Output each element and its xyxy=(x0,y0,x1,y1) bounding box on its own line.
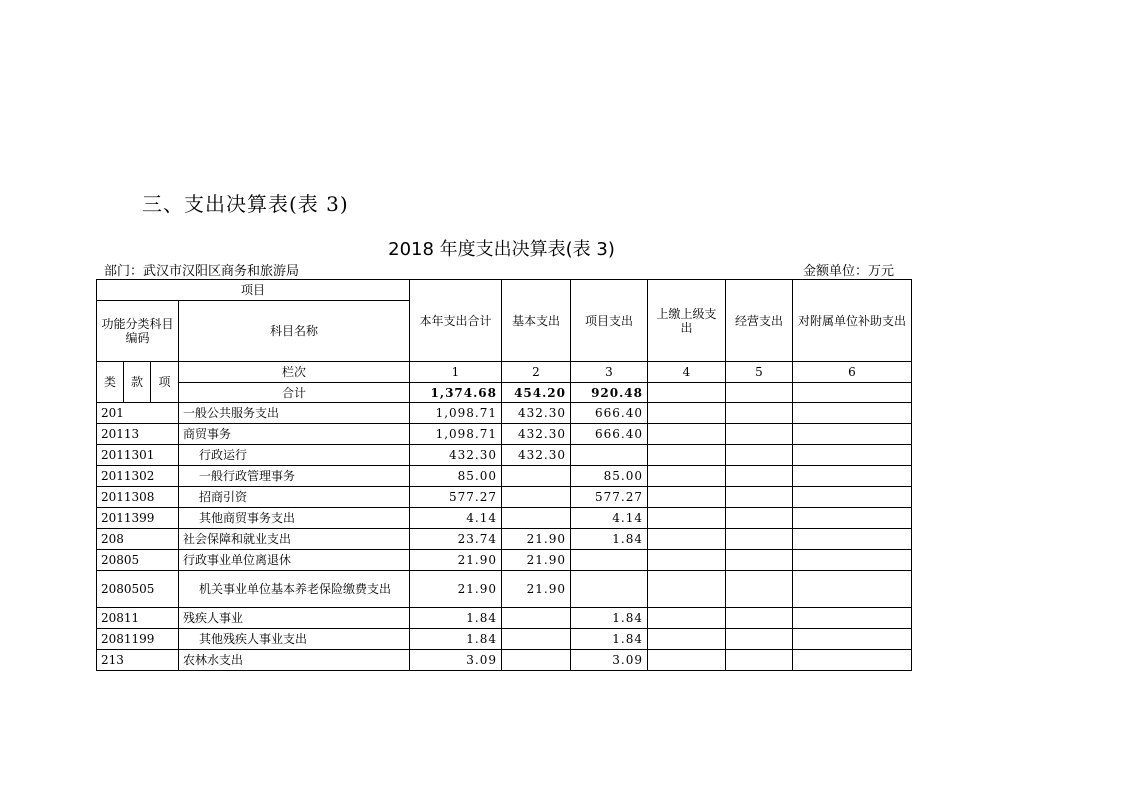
total-upper xyxy=(648,383,726,403)
table-row xyxy=(97,403,912,424)
row-total: 23.74 xyxy=(410,529,502,550)
row-name: 行政事业单位离退休 xyxy=(179,550,410,571)
row-code: 2011302 xyxy=(97,466,179,487)
row-basic xyxy=(502,650,571,671)
row-basic: 21.90 xyxy=(502,571,571,608)
header-col-upper: 上缴上级支出 xyxy=(648,280,726,362)
table-row xyxy=(97,529,912,550)
row-basic xyxy=(502,608,571,629)
row-name: 残疾人事业 xyxy=(179,608,410,629)
expenditure-table xyxy=(96,279,912,671)
row-project: 1.84 xyxy=(571,629,648,650)
row-project: 666.40 xyxy=(571,424,648,445)
row-name: 一般公共服务支出 xyxy=(179,403,410,424)
row-subsidy xyxy=(793,487,912,508)
row-upper xyxy=(648,424,726,445)
unit-label: 金额单位：万元 xyxy=(803,264,895,279)
row-basic xyxy=(502,487,571,508)
header-col-operating: 经营支出 xyxy=(726,280,793,362)
total-label: 合计 xyxy=(179,383,410,403)
row-total: 21.90 xyxy=(410,550,502,571)
table-row xyxy=(97,629,912,650)
row-total: 1,098.71 xyxy=(410,424,502,445)
row-code: 201 xyxy=(97,403,179,424)
row-name: 农林水支出 xyxy=(179,650,410,671)
row-upper xyxy=(648,608,726,629)
row-operating xyxy=(726,445,793,466)
row-basic: 432.30 xyxy=(502,424,571,445)
table-row xyxy=(97,650,912,671)
row-name: 其他商贸事务支出 xyxy=(179,508,410,529)
header-col-project: 项目支出 xyxy=(571,280,648,362)
section-heading: 三、支出决算表(表 3) xyxy=(142,192,349,216)
row-operating xyxy=(726,529,793,550)
row-project xyxy=(571,550,648,571)
row-name: 招商引资 xyxy=(179,487,410,508)
table-row xyxy=(97,550,912,571)
row-basic: 21.90 xyxy=(502,529,571,550)
row-upper xyxy=(648,445,726,466)
row-project: 85.00 xyxy=(571,466,648,487)
row-subsidy xyxy=(793,445,912,466)
row-upper xyxy=(648,403,726,424)
row-basic xyxy=(502,629,571,650)
row-name: 行政运行 xyxy=(179,445,410,466)
table-row xyxy=(97,571,912,608)
total-operating xyxy=(726,383,793,403)
header-xiang: 项 xyxy=(151,362,179,403)
row-project: 3.09 xyxy=(571,650,648,671)
row-project: 577.27 xyxy=(571,487,648,508)
header-col-basic: 基本支出 xyxy=(502,280,571,362)
header-subject-name: 科目名称 xyxy=(179,301,410,362)
total-amount: 1,374.68 xyxy=(410,383,502,403)
col-number-4: 4 xyxy=(648,362,726,383)
row-upper xyxy=(648,529,726,550)
row-upper xyxy=(648,487,726,508)
row-subsidy xyxy=(793,629,912,650)
row-total: 3.09 xyxy=(410,650,502,671)
row-code: 208 xyxy=(97,529,179,550)
table-title: 2018 年度支出决算表(表 3) xyxy=(388,239,615,260)
row-basic: 21.90 xyxy=(502,550,571,571)
row-operating xyxy=(726,608,793,629)
row-operating xyxy=(726,629,793,650)
header-lei: 类 xyxy=(97,362,124,403)
row-total: 4.14 xyxy=(410,508,502,529)
row-total: 1,098.71 xyxy=(410,403,502,424)
row-project xyxy=(571,445,648,466)
row-upper xyxy=(648,650,726,671)
row-basic: 432.30 xyxy=(502,445,571,466)
row-operating xyxy=(726,403,793,424)
row-project: 4.14 xyxy=(571,508,648,529)
row-name: 社会保障和就业支出 xyxy=(179,529,410,550)
row-name: 商贸事务 xyxy=(179,424,410,445)
row-code: 20113 xyxy=(97,424,179,445)
header-lanci: 栏次 xyxy=(179,362,410,383)
row-subsidy xyxy=(793,650,912,671)
row-operating xyxy=(726,571,793,608)
row-total: 577.27 xyxy=(410,487,502,508)
header-func-code: 功能分类科目编码 xyxy=(97,301,179,362)
row-total: 1.84 xyxy=(410,629,502,650)
row-project: 1.84 xyxy=(571,608,648,629)
row-operating xyxy=(726,487,793,508)
row-upper xyxy=(648,550,726,571)
table-row xyxy=(97,487,912,508)
total-basic: 454.20 xyxy=(502,383,571,403)
row-code: 20811 xyxy=(97,608,179,629)
row-operating xyxy=(726,550,793,571)
col-number-2: 2 xyxy=(502,362,571,383)
row-project xyxy=(571,571,648,608)
table-row xyxy=(97,608,912,629)
row-subsidy xyxy=(793,608,912,629)
row-name: 一般行政管理事务 xyxy=(179,466,410,487)
row-subsidy xyxy=(793,550,912,571)
row-total: 85.00 xyxy=(410,466,502,487)
row-code: 2080505 xyxy=(97,571,179,608)
row-upper xyxy=(648,571,726,608)
row-name: 机关事业单位基本养老保险缴费支出 xyxy=(179,571,410,608)
row-upper xyxy=(648,466,726,487)
table-row xyxy=(97,466,912,487)
row-subsidy xyxy=(793,403,912,424)
header-col-subsidy: 对附属单位补助支出 xyxy=(793,280,912,362)
header-project: 项目 xyxy=(97,280,410,301)
row-total: 21.90 xyxy=(410,571,502,608)
row-name: 其他残疾人事业支出 xyxy=(179,629,410,650)
row-subsidy xyxy=(793,508,912,529)
department-label: 部门：武汉市汉阳区商务和旅游局 xyxy=(104,264,300,279)
row-total: 432.30 xyxy=(410,445,502,466)
row-subsidy xyxy=(793,529,912,550)
row-code: 2011301 xyxy=(97,445,179,466)
row-basic: 432.30 xyxy=(502,403,571,424)
row-total: 1.84 xyxy=(410,608,502,629)
col-number-5: 5 xyxy=(726,362,793,383)
row-subsidy xyxy=(793,466,912,487)
row-project: 1.84 xyxy=(571,529,648,550)
col-number-6: 6 xyxy=(793,362,912,383)
table-row xyxy=(97,424,912,445)
row-project: 666.40 xyxy=(571,403,648,424)
row-upper xyxy=(648,629,726,650)
col-number-3: 3 xyxy=(571,362,648,383)
row-upper xyxy=(648,508,726,529)
col-number-1: 1 xyxy=(410,362,502,383)
header-col-total: 本年支出合计 xyxy=(410,280,502,362)
total-subsidy xyxy=(793,383,912,403)
row-operating xyxy=(726,424,793,445)
row-code: 213 xyxy=(97,650,179,671)
header-kuan: 款 xyxy=(124,362,151,403)
row-subsidy xyxy=(793,424,912,445)
table-row xyxy=(97,445,912,466)
row-operating xyxy=(726,650,793,671)
row-basic xyxy=(502,508,571,529)
row-code: 2011399 xyxy=(97,508,179,529)
total-project: 920.48 xyxy=(571,383,648,403)
row-basic xyxy=(502,466,571,487)
row-subsidy xyxy=(793,571,912,608)
row-code: 2081199 xyxy=(97,629,179,650)
row-operating xyxy=(726,508,793,529)
row-code: 20805 xyxy=(97,550,179,571)
row-operating xyxy=(726,466,793,487)
row-code: 2011308 xyxy=(97,487,179,508)
table-row xyxy=(97,508,912,529)
